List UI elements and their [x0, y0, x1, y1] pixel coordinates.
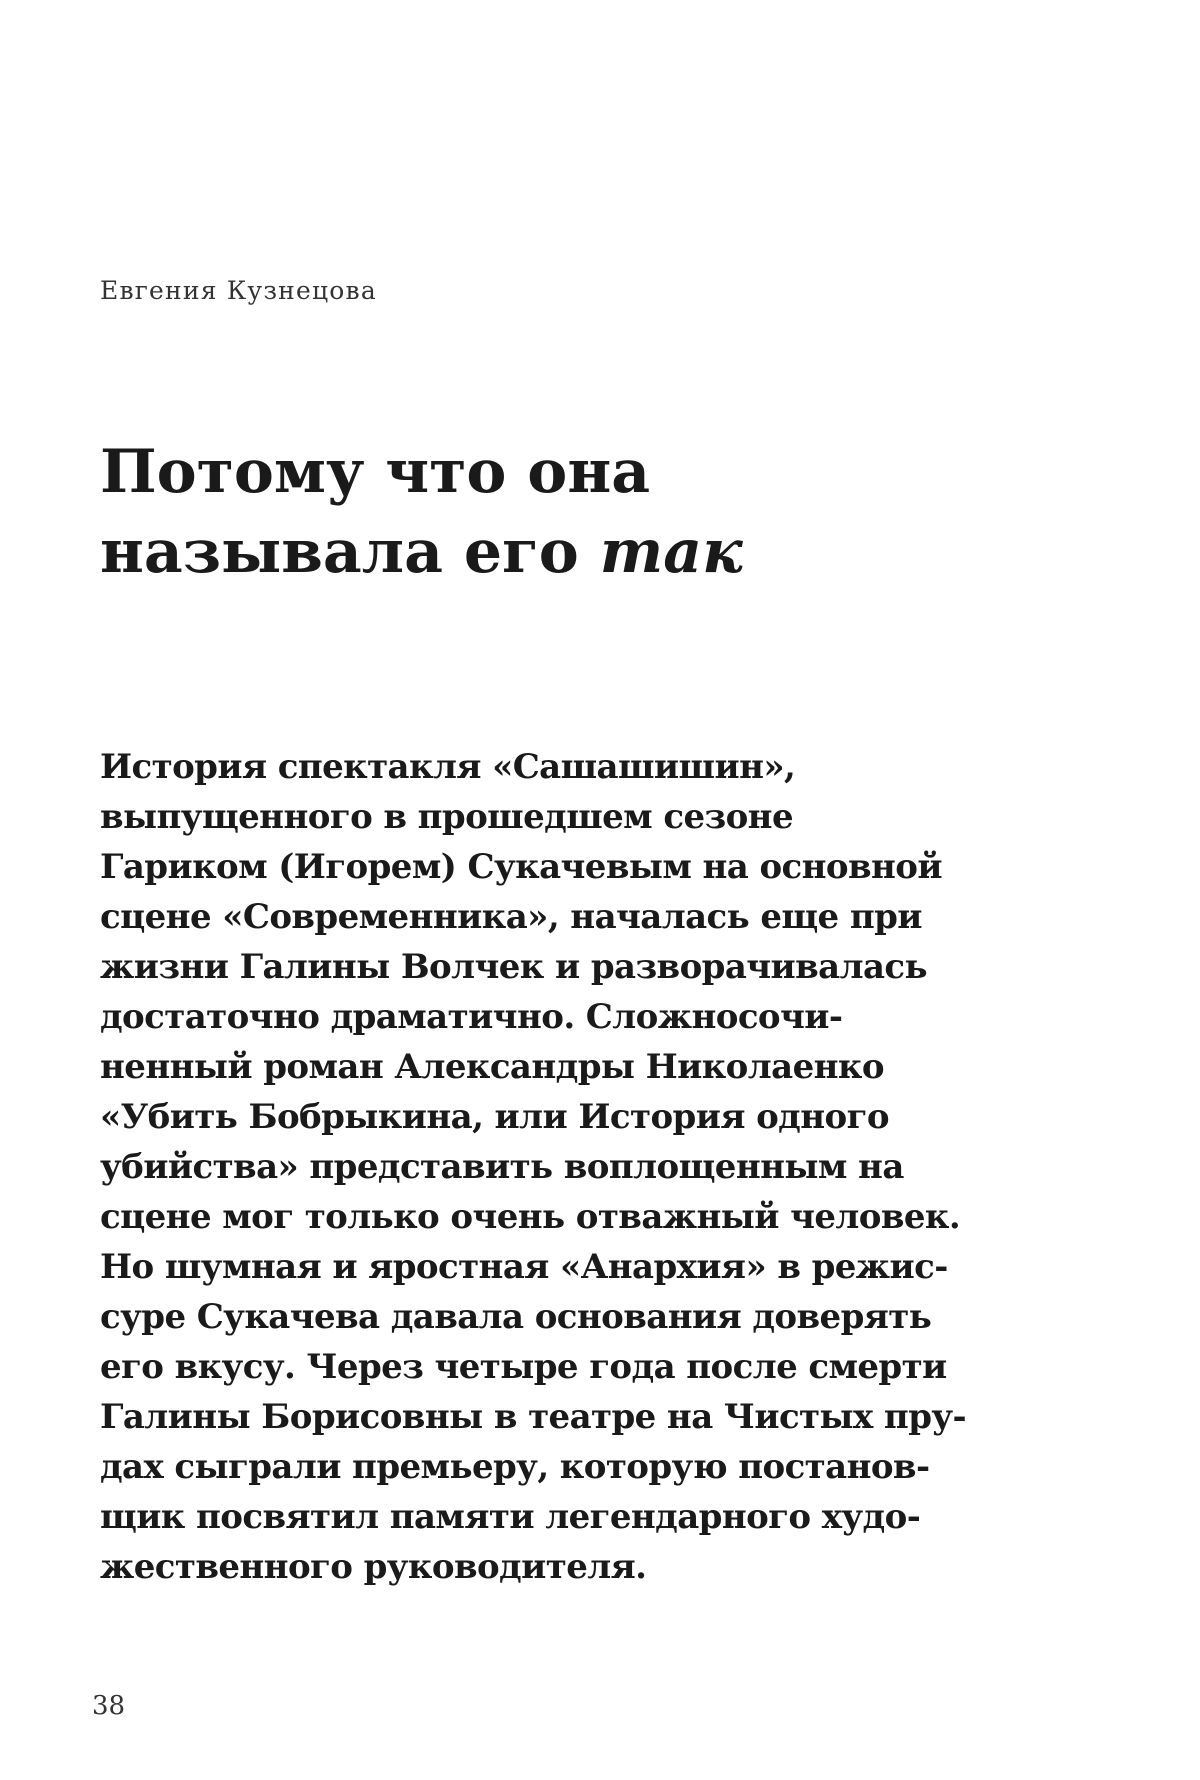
lead-line: щик посвятил памяти легендарного худо-	[100, 1497, 921, 1537]
lead-line: достаточно драматично. Сложносочи-	[100, 997, 843, 1037]
lead-line: выпущенного в прошедшем сезоне	[100, 797, 793, 837]
article-lead	[100, 742, 1110, 1592]
title-line-2-regular: называла его	[100, 517, 600, 587]
lead-line: жизни Галины Волчек и разворачивалась	[100, 947, 927, 987]
lead-line: убийства» представить воплощенным на	[100, 1147, 904, 1187]
lead-line: сцене «Современника», началась еще при	[100, 897, 922, 937]
article-title	[100, 432, 1100, 592]
title-line-2-italic: так	[599, 517, 743, 587]
lead-line: Гариком (Игорем) Сукачевым на основной	[100, 847, 942, 887]
lead-line: «Убить Бобрыкина, или История одного	[100, 1097, 889, 1137]
lead-line: его вкусу. Через четыре года после смерти	[100, 1347, 947, 1387]
title-line-1: Потому что она	[100, 437, 651, 507]
lead-line: суре Сукачева давала основания доверять	[100, 1297, 932, 1337]
author-name: Евгения Кузнецова	[100, 276, 377, 305]
lead-line: Галины Борисовны в театре на Чистых пру-	[100, 1397, 967, 1437]
title-line-2	[100, 512, 1100, 592]
lead-line: Но шумная и яростная «Анархия» в режис-	[100, 1247, 948, 1287]
page-number: 38	[92, 1691, 126, 1721]
lead-line: сцене мог только очень отважный человек.	[100, 1197, 961, 1237]
lead-line: дах сыграли премьеру, которую постанов-	[100, 1447, 930, 1487]
lead-line: ненный роман Александры Николаенко	[100, 1047, 884, 1087]
lead-line: жественного руководителя.	[100, 1547, 647, 1587]
lead-line: История спектакля «Сашашишин»,	[100, 747, 796, 787]
